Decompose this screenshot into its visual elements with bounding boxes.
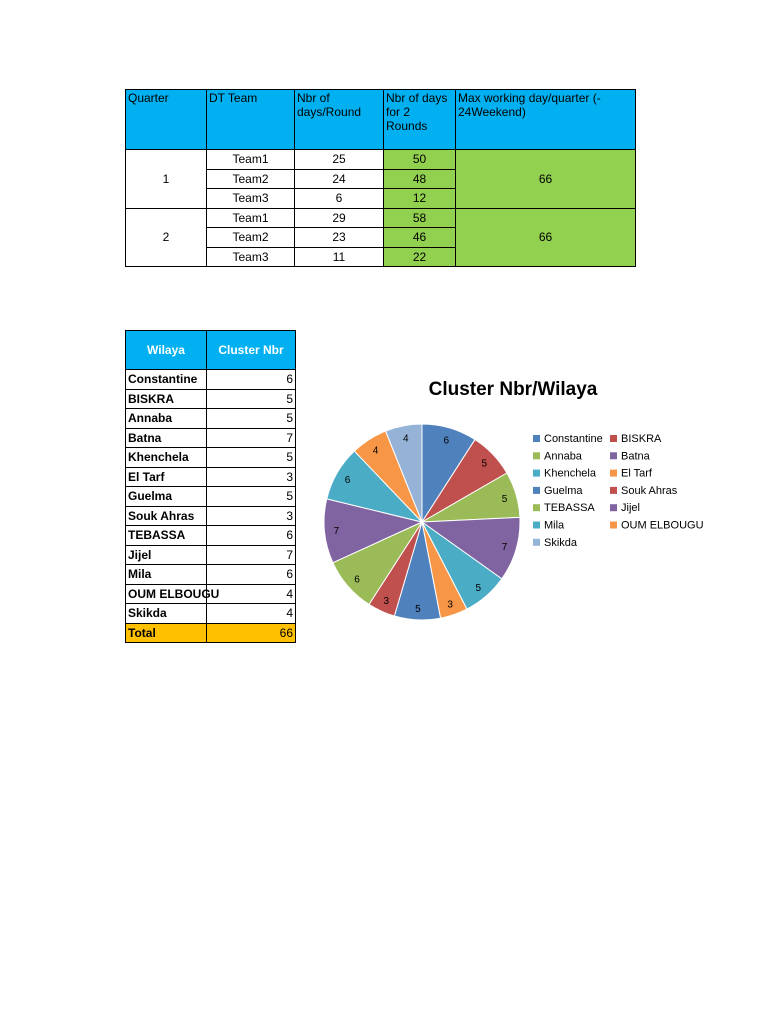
days-cell: 24 <box>295 169 384 189</box>
wilaya-name-cell: TEBASSA <box>126 526 207 546</box>
pie-data-label: 4 <box>372 445 379 457</box>
legend-swatch <box>533 522 540 529</box>
wilaya-name-cell: Khenchela <box>126 448 207 468</box>
pie-data-label: 3 <box>383 596 390 608</box>
legend-label: Annaba <box>544 450 582 463</box>
pie-data-label: 6 <box>344 475 351 486</box>
pie-data-label: 5 <box>415 603 421 615</box>
two-rounds-cell: 46 <box>384 228 456 248</box>
table-row <box>126 467 296 487</box>
two-rounds-cell: 58 <box>384 208 456 228</box>
cluster-nbr-cell: 6 <box>207 565 296 585</box>
table-row <box>126 506 296 526</box>
legend-swatch <box>610 522 617 529</box>
legend-label: Souk Ahras <box>621 484 678 497</box>
cluster-nbr-cell: 4 <box>207 584 296 604</box>
header-days-two-rounds: Nbr of days for 2 Rounds <box>384 90 456 150</box>
wilaya-name-cell: Souk Ahras <box>126 506 207 526</box>
header-days-round: Nbr of days/Round <box>295 90 384 150</box>
cluster-nbr-cell: 4 <box>207 604 296 624</box>
table-row <box>126 208 636 228</box>
two-rounds-cell: 50 <box>384 150 456 170</box>
legend-swatch <box>533 470 540 477</box>
legend-label: Khenchela <box>544 467 596 480</box>
team-cell: Team2 <box>207 169 295 189</box>
table-row <box>126 487 296 507</box>
wilaya-name-cell: Mila <box>126 565 207 585</box>
quarter-cell: 2 <box>126 208 207 267</box>
pie-data-label: 5 <box>501 493 508 505</box>
cluster-nbr-cell: 3 <box>207 467 296 487</box>
two-rounds-cell: 22 <box>384 247 456 267</box>
header-wilaya: Wilaya <box>126 331 207 370</box>
total-label: Total <box>126 623 207 643</box>
cluster-nbr-cell: 6 <box>207 526 296 546</box>
cluster-nbr-cell: 5 <box>207 409 296 429</box>
wilaya-name-cell: BISKRA <box>126 389 207 409</box>
cluster-nbr-cell: 7 <box>207 545 296 565</box>
legend-swatch <box>610 470 617 477</box>
pie-data-label: 5 <box>481 458 488 470</box>
pie-chart <box>305 360 725 650</box>
cluster-nbr-cell: 5 <box>207 487 296 507</box>
wilaya-table <box>125 330 296 643</box>
table-row <box>126 604 296 624</box>
planning-header-row <box>126 90 636 150</box>
legend-swatch <box>610 435 617 442</box>
two-rounds-cell: 48 <box>384 169 456 189</box>
pie-data-label: 6 <box>354 574 360 586</box>
cluster-nbr-cell: 6 <box>207 370 296 390</box>
pie-slices <box>324 424 520 620</box>
pie-data-label: 7 <box>333 526 340 538</box>
legend-label: Batna <box>621 450 650 463</box>
table-row <box>126 428 296 448</box>
table-row <box>126 409 296 429</box>
chart-title: Cluster Nbr/Wilaya <box>428 379 598 400</box>
table-row <box>126 545 296 565</box>
legend-swatch <box>533 435 540 442</box>
cluster-nbr-cell: 5 <box>207 448 296 468</box>
wilaya-name-cell: El Tarf <box>126 467 207 487</box>
table-row <box>126 565 296 585</box>
legend-swatch <box>533 504 540 511</box>
max-days-cell: 66 <box>456 150 636 209</box>
header-quarter: Quarter <box>126 90 207 150</box>
days-cell: 11 <box>295 247 384 267</box>
header-cluster-nbr: Cluster Nbr <box>207 331 296 370</box>
legend-swatch <box>533 539 540 546</box>
total-value: 66 <box>207 623 296 643</box>
wilaya-name-cell: Guelma <box>126 487 207 507</box>
cluster-nbr-cell: 7 <box>207 428 296 448</box>
legend-label: Guelma <box>544 484 583 497</box>
team-cell: Team1 <box>207 208 295 228</box>
pie-data-label: 7 <box>501 542 508 554</box>
max-days-cell: 66 <box>456 208 636 267</box>
team-cell: Team2 <box>207 228 295 248</box>
pie-data-label: 6 <box>443 435 450 447</box>
wilaya-name-cell: Batna <box>126 428 207 448</box>
team-cell: Team3 <box>207 247 295 267</box>
chart-legend <box>533 433 704 549</box>
days-cell: 25 <box>295 150 384 170</box>
legend-swatch <box>533 452 540 459</box>
total-row <box>126 623 296 643</box>
legend-label: BISKRA <box>621 433 662 445</box>
two-rounds-cell: 12 <box>384 189 456 209</box>
legend-swatch <box>610 487 617 494</box>
quarter-cell: 1 <box>126 150 207 209</box>
pie-data-label: 3 <box>447 599 453 611</box>
pie-data-label: 4 <box>402 433 409 445</box>
cluster-nbr-cell: 5 <box>207 389 296 409</box>
table-row <box>126 370 296 390</box>
legend-label: Mila <box>544 519 565 532</box>
legend-label: OUM ELBOUGU <box>621 519 704 532</box>
wilaya-name-cell: Constantine <box>126 370 207 390</box>
header-dt-team: DT Team <box>207 90 295 150</box>
wilaya-name-cell: Skikda <box>126 604 207 624</box>
wilaya-name-cell: Jijel <box>126 545 207 565</box>
legend-label: Constantine <box>544 433 603 445</box>
table-row <box>126 526 296 546</box>
team-cell: Team1 <box>207 150 295 170</box>
days-cell: 6 <box>295 189 384 209</box>
pie-data-label: 5 <box>475 582 482 594</box>
legend-label: Jijel <box>621 502 640 515</box>
team-cell: Team3 <box>207 189 295 209</box>
table-row <box>126 584 296 604</box>
planning-table <box>125 89 636 267</box>
table-row <box>126 389 296 409</box>
wilaya-name-cell: Annaba <box>126 409 207 429</box>
cluster-nbr-cell: 3 <box>207 506 296 526</box>
header-max-working-days: Max working day/quarter (- 24Weekend) <box>456 90 636 150</box>
table-row <box>126 448 296 468</box>
legend-label: TEBASSA <box>544 502 595 515</box>
table-row <box>126 150 636 170</box>
legend-label: Skikda <box>544 536 578 549</box>
legend-swatch <box>610 504 617 511</box>
legend-label: El Tarf <box>621 467 652 480</box>
days-cell: 29 <box>295 208 384 228</box>
legend-swatch <box>533 487 540 494</box>
wilaya-table-body <box>126 370 296 643</box>
legend-swatch <box>610 452 617 459</box>
days-cell: 23 <box>295 228 384 248</box>
wilaya-header-row <box>126 331 296 370</box>
wilaya-name-cell: OUM ELBOUGU <box>126 584 207 604</box>
